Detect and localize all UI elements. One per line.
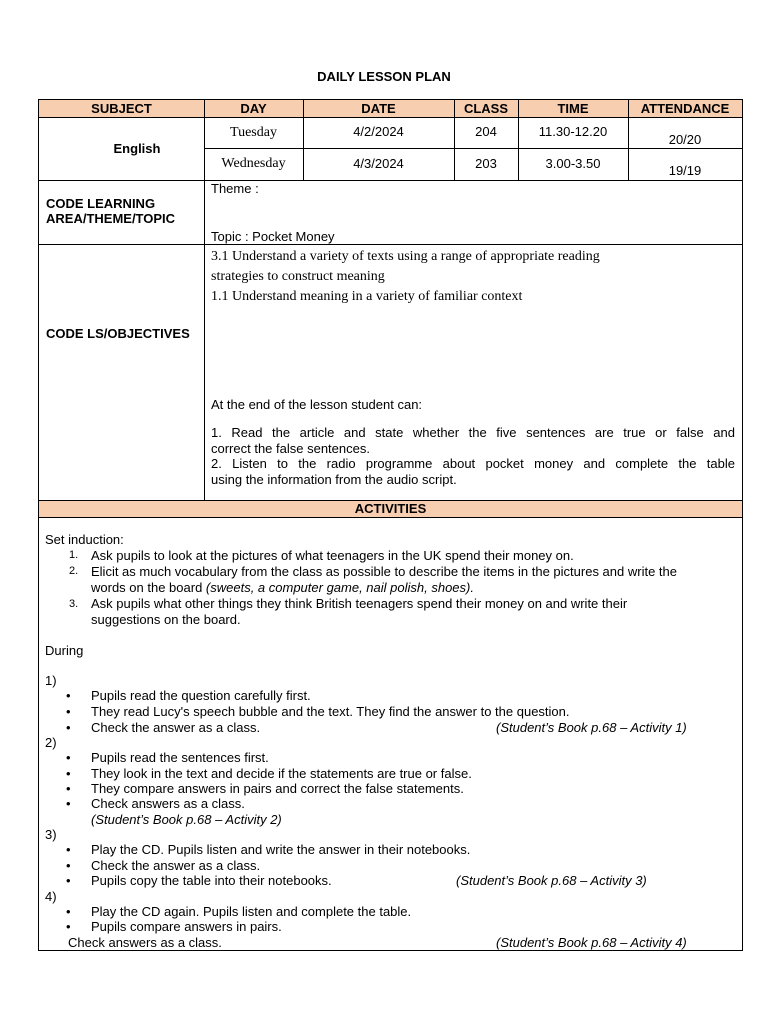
objective-1-line-2: correct the false sentences.: [211, 441, 370, 456]
objectives-label: CODE LS/OBJECTIVES: [46, 326, 190, 341]
end-of-lesson-text: At the end of the lesson student can:: [211, 397, 423, 412]
induction-item-2-text: words on the board: [91, 580, 206, 595]
header-date: DATE: [361, 101, 396, 116]
activity-4-step-3: Check answers as a class.: [68, 935, 222, 950]
activity-3-step-3: Pupils copy the table into their notebooks.: [91, 873, 332, 888]
activity-4-number: 4): [45, 889, 57, 904]
during-label: During: [45, 643, 84, 658]
list-number-2: 2.: [69, 565, 79, 577]
bullet-icon: •: [66, 904, 71, 919]
activity-3-step-2: Check the answer as a class.: [91, 858, 261, 873]
row1-day: Tuesday: [230, 125, 277, 140]
row1-date: 4/2/2024: [353, 124, 404, 139]
activity-3-step-1: Play the CD. Pupils listen and write the answer in their notebooks.: [91, 842, 471, 857]
row1-class: 204: [475, 124, 497, 139]
bullet-icon: •: [66, 704, 71, 719]
bullet-icon: •: [66, 688, 71, 703]
bullet-icon: •: [66, 750, 71, 765]
theme-text: Theme :: [211, 181, 259, 196]
row2-date: 4/3/2024: [353, 156, 404, 171]
activities-header: ACTIVITIES: [354, 501, 427, 516]
activity-2-number: 2): [45, 735, 57, 750]
activity-4-reference: (Student’s Book p.68 – Activity 4): [496, 935, 687, 950]
row2-day: Wednesday: [221, 156, 286, 171]
activity-3-number: 3): [45, 827, 57, 842]
induction-item-1: Ask pupils to look at the pictures of what teenagers in the UK spend their money on.: [91, 548, 574, 563]
theme-label: CODE LEARNING AREA/THEME/TOPIC: [46, 196, 176, 226]
induction-item-2-line-2: [91, 580, 474, 595]
activity-2-step-4: Check answers as a class.: [91, 796, 245, 811]
row2-class: 203: [475, 156, 497, 171]
subject-value: English: [113, 141, 161, 156]
standard-1-line-2: strategies to construct meaning: [211, 269, 385, 284]
page-title: DAILY LESSON PLAN: [317, 69, 451, 84]
list-number-3: 3.: [69, 598, 79, 610]
objective-1-line-1: 1. Read the article and state whether the five sentences are true or false and: [211, 425, 735, 440]
set-induction-label: Set induction:: [45, 532, 124, 547]
header-day: DAY: [240, 101, 267, 116]
induction-item-2-examples: (sweets, a computer game, nail polish, shoes).: [205, 580, 474, 595]
activity-2-reference: (Student’s Book p.68 – Activity 2): [91, 812, 282, 827]
topic-text: Topic : Pocket Money: [211, 229, 335, 244]
objective-2-line-2: using the information from the audio script.: [211, 472, 457, 487]
row2-attendance: 19/19: [668, 163, 702, 178]
objective-2-line-1: 2. Listen to the radio programme about pocket money and complete the table: [211, 456, 735, 471]
activity-2-step-3: They compare answers in pairs and correct the false statements.: [91, 781, 464, 796]
induction-item-2-line-1: Elicit as much vocabulary from the class as possible to describe the items in the pictures and write the: [91, 564, 677, 579]
bullet-icon: •: [66, 873, 71, 888]
row1-time: 11.30-12.20: [538, 124, 608, 139]
activity-1-number: 1): [45, 673, 57, 688]
row2-time: 3.00-3.50: [545, 156, 601, 171]
induction-item-3-line-1: Ask pupils what other things they think British teenagers spend their money on and write their: [91, 596, 628, 611]
activity-4-step-2: Pupils compare answers in pairs.: [91, 919, 282, 934]
activity-3-reference: (Student’s Book p.68 – Activity 3): [456, 873, 647, 888]
activity-1-step-1: Pupils read the question carefully first.: [91, 688, 311, 703]
header-class: CLASS: [463, 101, 509, 116]
bullet-icon: •: [66, 858, 71, 873]
bullet-icon: •: [66, 796, 71, 811]
induction-item-3-line-2: suggestions on the board.: [91, 612, 241, 627]
bullet-icon: •: [66, 919, 71, 934]
bullet-icon: •: [66, 842, 71, 857]
activity-4-step-1: Play the CD again. Pupils listen and complete the table.: [91, 904, 412, 919]
header-time: TIME: [557, 101, 589, 116]
standard-2: 1.1 Understand meaning in a variety of familiar context: [211, 289, 523, 304]
activity-2-step-2: They look in the text and decide if the statements are true or false.: [91, 766, 472, 781]
activity-1-step-2: They read Lucy's speech bubble and the text. They find the answer to the question.: [91, 704, 570, 719]
header-attendance: ATTENDANCE: [640, 101, 730, 116]
lesson-plan-table: [38, 99, 743, 501]
activity-1-step-3: Check the answer as a class.: [91, 720, 261, 735]
header-subject: SUBJECT: [91, 101, 152, 116]
activity-2-step-1: Pupils read the sentences first.: [91, 750, 269, 765]
bullet-icon: •: [66, 781, 71, 796]
list-number-1: 1.: [69, 549, 79, 561]
standard-1-line-1: 3.1 Understand a variety of texts using a range of appropriate reading: [211, 249, 600, 264]
activity-1-reference: (Student’s Book p.68 – Activity 1): [496, 720, 687, 735]
row1-attendance: 20/20: [668, 132, 702, 147]
bullet-icon: •: [66, 766, 71, 781]
bullet-icon: •: [66, 720, 71, 735]
